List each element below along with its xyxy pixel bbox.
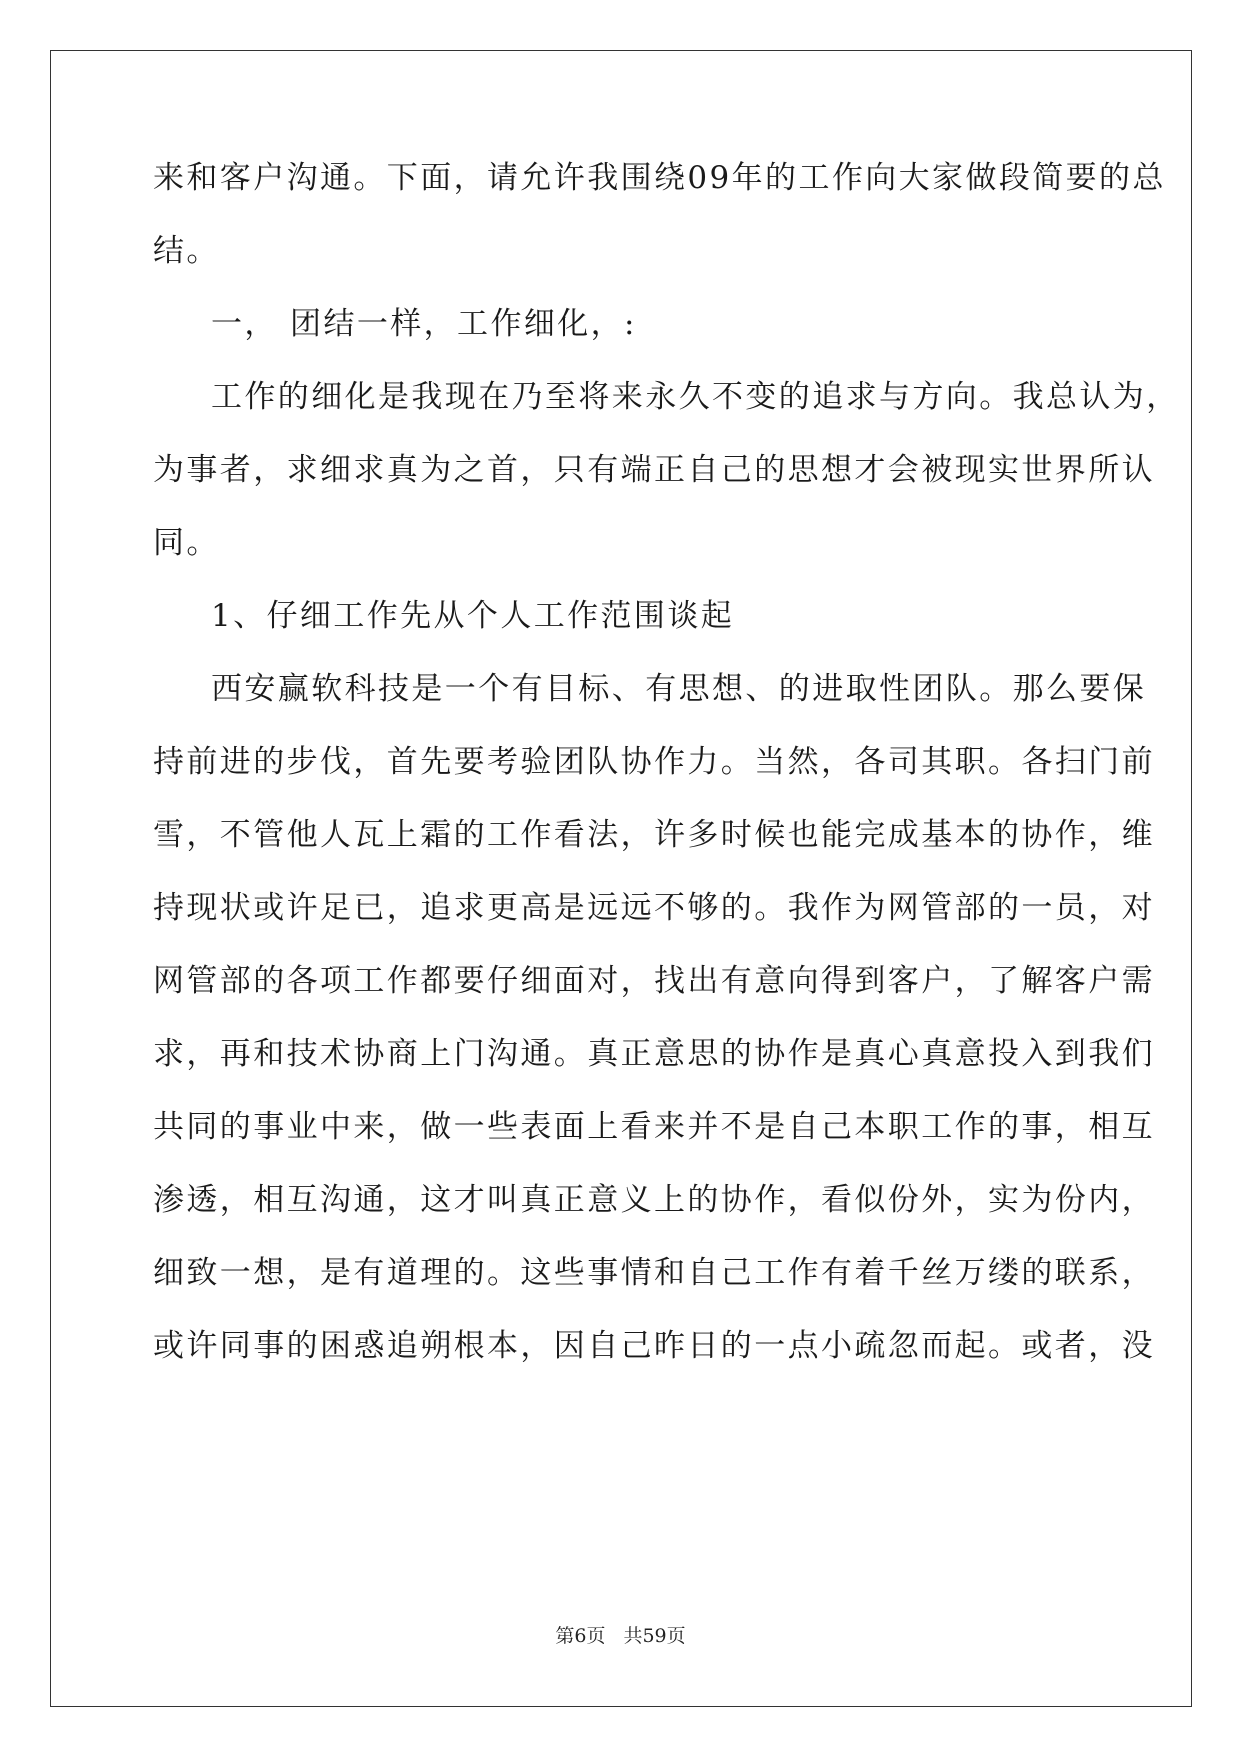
page-border bbox=[50, 50, 1192, 1707]
text-line: 雪，不管他人瓦上霜的工作看法，许多时候也能完成基本的协作，维 bbox=[153, 817, 1155, 853]
paragraph-start: 西安赢软科技是一个有目标、有思想、的进取性团队。那么要保 bbox=[211, 671, 1147, 707]
page-footer bbox=[0, 1624, 1241, 1648]
page-number: 第6页 bbox=[555, 1625, 606, 1647]
text-line: 持现状或许足已，追求更高是远远不够的。我作为网管部的一员，对 bbox=[153, 890, 1155, 926]
text-line: 或许同事的困惑追朔根本，因自己昨日的一点小疏忽而起。或者，没 bbox=[153, 1328, 1155, 1364]
text-line: 持前进的步伐，首先要考验团队协作力。当然，各司其职。各扫门前 bbox=[153, 744, 1155, 780]
text-line: 来和客户沟通。下面，请允许我围绕09年的工作向大家做段简要的总 bbox=[153, 160, 1166, 196]
text-line: 同。 bbox=[153, 525, 220, 561]
text-line: 求，再和技术协商上门沟通。真正意思的协作是真心真意投入到我们 bbox=[153, 1036, 1155, 1072]
text-line: 细致一想，是有道理的。这些事情和自己工作有着千丝万缕的联系， bbox=[153, 1255, 1155, 1291]
subsection-heading: 1、仔细工作先从个人工作范围谈起 bbox=[211, 598, 735, 634]
text-line: 为事者，求细求真为之首，只有端正自己的思想才会被现实世界所认 bbox=[153, 452, 1155, 488]
text-line: 结。 bbox=[153, 233, 220, 269]
section-heading: 一， 团结一样，工作细化，: bbox=[211, 306, 637, 342]
text-line: 共同的事业中来，做一些表面上看来并不是自己本职工作的事，相互 bbox=[153, 1109, 1155, 1145]
text-line: 渗透，相互沟通，这才叫真正意义上的协作，看似份外，实为份内， bbox=[153, 1182, 1155, 1218]
text-line: 网管部的各项工作都要仔细面对，找出有意向得到客户，了解客户需 bbox=[153, 963, 1155, 999]
paragraph-start: 工作的细化是我现在乃至将来永久不变的追求与方向。我总认为， bbox=[211, 379, 1180, 415]
total-pages: 共59页 bbox=[623, 1625, 686, 1647]
